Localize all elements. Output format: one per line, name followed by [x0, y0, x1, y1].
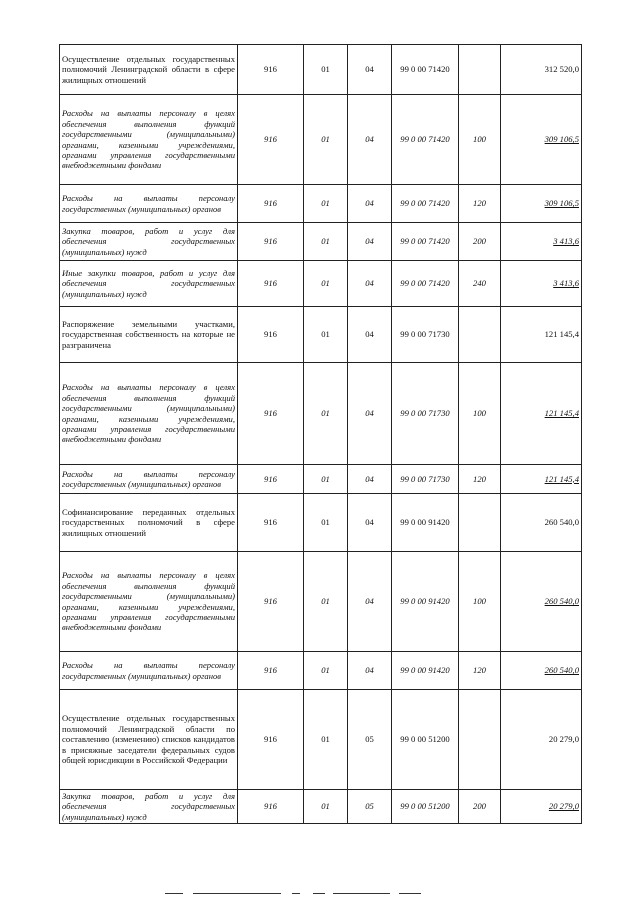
table-row: [60, 552, 582, 652]
row-code-section: 01: [304, 363, 348, 465]
row-code-target: 99 0 00 71420: [392, 95, 459, 185]
row-code-expense-type: 120: [459, 185, 501, 223]
row-code-ministry: 916: [238, 494, 304, 552]
row-code-subsection: 05: [348, 790, 392, 824]
row-code-ministry: 916: [238, 552, 304, 652]
row-code-expense-type: 100: [459, 95, 501, 185]
row-code-target: 99 0 00 71420: [392, 45, 459, 95]
row-amount: 20 279,0: [501, 690, 582, 790]
row-code-section: 01: [304, 307, 348, 363]
table-row: [60, 652, 582, 690]
row-code-ministry: 916: [238, 45, 304, 95]
row-code-subsection: 04: [348, 465, 392, 494]
row-code-section: 01: [304, 552, 348, 652]
row-name: Закупка товаров, работ и услуг для обеспечения государственных (муниципальных) нужд: [60, 223, 238, 261]
row-code-subsection: 04: [348, 494, 392, 552]
table-body: [60, 45, 582, 824]
row-amount: 312 520,0: [501, 45, 582, 95]
row-code-section: 01: [304, 494, 348, 552]
row-code-expense-type: [459, 690, 501, 790]
row-code-section: 01: [304, 223, 348, 261]
row-code-section: 01: [304, 45, 348, 95]
row-code-ministry: 916: [238, 223, 304, 261]
table-row: [60, 307, 582, 363]
row-code-target: 99 0 00 71420: [392, 185, 459, 223]
table-row: [60, 690, 582, 790]
table-row: [60, 363, 582, 465]
row-code-target: 99 0 00 71730: [392, 465, 459, 494]
row-name: Софинансирование переданных отдельных государственных полномочий в сфере жилищных отношений: [60, 494, 238, 552]
table-row: [60, 95, 582, 185]
table-row: [60, 185, 582, 223]
row-amount: 309 106,5: [501, 185, 582, 223]
row-amount: 121 145,4: [501, 363, 582, 465]
row-code-target: 99 0 00 71420: [392, 261, 459, 307]
row-code-expense-type: 200: [459, 223, 501, 261]
row-code-subsection: 04: [348, 45, 392, 95]
row-code-subsection: 04: [348, 185, 392, 223]
row-name: Расходы на выплаты персоналу государственных (муниципальных) органов: [60, 185, 238, 223]
row-code-ministry: 916: [238, 790, 304, 824]
row-amount: 260 540,0: [501, 652, 582, 690]
table-row: [60, 790, 582, 824]
row-name: Осуществление отдельных государственных полномочий Ленинградской области по составлению (изменению) списков кандидатов в присяжные заседатели федеральных судов общей юрисдикции в Российской Федерации: [60, 690, 238, 790]
row-code-expense-type: 120: [459, 652, 501, 690]
table-row: [60, 45, 582, 95]
row-amount: 260 540,0: [501, 552, 582, 652]
row-name: Расходы на выплаты персоналу государственных (муниципальных) органов: [60, 652, 238, 690]
budget-table: [59, 44, 582, 824]
row-code-expense-type: 100: [459, 552, 501, 652]
row-name: Расходы на выплаты персоналу в целях обеспечения выполнения функций государственными (муниципальными) органами, казенными учреждениями, органами управления государственными внебюджетными фондами: [60, 552, 238, 652]
row-code-subsection: 04: [348, 261, 392, 307]
row-code-ministry: 916: [238, 261, 304, 307]
footer-rule: [399, 893, 421, 894]
row-code-section: 01: [304, 185, 348, 223]
row-amount: 121 145,4: [501, 465, 582, 494]
row-code-target: 99 0 00 91420: [392, 494, 459, 552]
row-code-ministry: 916: [238, 307, 304, 363]
row-code-subsection: 04: [348, 552, 392, 652]
row-code-section: 01: [304, 465, 348, 494]
row-amount: 121 145,4: [501, 307, 582, 363]
row-amount: 3 413,6: [501, 261, 582, 307]
footer-rule: [313, 893, 325, 894]
footer-rule: [165, 893, 183, 894]
row-code-target: 99 0 00 71730: [392, 363, 459, 465]
row-name: Иные закупки товаров, работ и услуг для обеспечения государственных (муниципальных) нужд: [60, 261, 238, 307]
row-code-subsection: 04: [348, 363, 392, 465]
row-code-subsection: 04: [348, 652, 392, 690]
row-name: Расходы на выплаты персоналу в целях обеспечения выполнения функций государственными (муниципальными) органами, казенными учреждениями, органами управления государственными внебюджетными фондами: [60, 363, 238, 465]
row-code-ministry: 916: [238, 465, 304, 494]
row-amount: 3 413,6: [501, 223, 582, 261]
row-code-ministry: 916: [238, 185, 304, 223]
footer-rule: [193, 893, 281, 894]
row-name: Распоряжение земельными участками, государственная собственность на которые не разграничена: [60, 307, 238, 363]
row-code-target: 99 0 00 91420: [392, 652, 459, 690]
row-code-subsection: 04: [348, 95, 392, 185]
row-code-subsection: 05: [348, 690, 392, 790]
row-code-target: 99 0 00 51200: [392, 790, 459, 824]
row-code-expense-type: 100: [459, 363, 501, 465]
row-code-expense-type: 120: [459, 465, 501, 494]
row-code-subsection: 04: [348, 307, 392, 363]
row-code-target: 99 0 00 71730: [392, 307, 459, 363]
row-amount: 20 279,0: [501, 790, 582, 824]
row-code-expense-type: [459, 494, 501, 552]
row-code-section: 01: [304, 690, 348, 790]
row-code-expense-type: [459, 307, 501, 363]
row-code-section: 01: [304, 95, 348, 185]
row-code-target: 99 0 00 51200: [392, 690, 459, 790]
table-row: [60, 494, 582, 552]
row-code-ministry: 916: [238, 652, 304, 690]
table-row: [60, 261, 582, 307]
row-name: Осуществление отдельных государственных полномочий Ленинградской области в сфере жилищных отношений: [60, 45, 238, 95]
row-code-target: 99 0 00 91420: [392, 552, 459, 652]
row-code-section: 01: [304, 790, 348, 824]
table-row: [60, 465, 582, 494]
row-code-section: 01: [304, 261, 348, 307]
row-amount: 260 540,0: [501, 494, 582, 552]
row-code-expense-type: 200: [459, 790, 501, 824]
table-row: [60, 223, 582, 261]
row-code-expense-type: [459, 45, 501, 95]
row-code-ministry: 916: [238, 690, 304, 790]
row-code-subsection: 04: [348, 223, 392, 261]
footer-rule: [292, 893, 300, 894]
row-code-ministry: 916: [238, 363, 304, 465]
row-name: Расходы на выплаты персоналу в целях обеспечения выполнения функций государственными (муниципальными) органами, казенными учреждениями, органами управления государственными внебюджетными фондами: [60, 95, 238, 185]
row-amount: 309 106,5: [501, 95, 582, 185]
row-name: Расходы на выплаты персоналу государственных (муниципальных) органов: [60, 465, 238, 494]
row-code-section: 01: [304, 652, 348, 690]
row-code-target: 99 0 00 71420: [392, 223, 459, 261]
row-code-expense-type: 240: [459, 261, 501, 307]
footer-rule: [333, 893, 390, 894]
row-name: Закупка товаров, работ и услуг для обеспечения государственных (муниципальных) нужд: [60, 790, 238, 824]
row-code-ministry: 916: [238, 95, 304, 185]
